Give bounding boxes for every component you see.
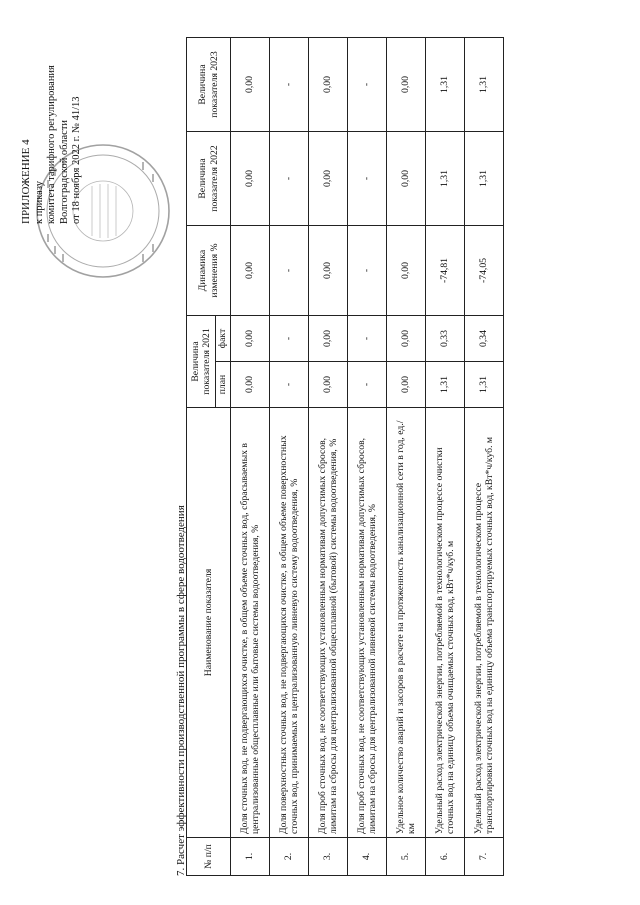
header-fact: факт bbox=[216, 315, 231, 361]
row-value-2022: 0,00 bbox=[231, 131, 270, 225]
row-plan: 1,31 bbox=[426, 362, 465, 408]
row-value-2022: 0,00 bbox=[387, 131, 426, 225]
row-fact: 0,33 bbox=[426, 315, 465, 361]
row-value-2023: 1,31 bbox=[465, 37, 504, 131]
row-value-2022: - bbox=[270, 131, 309, 225]
row-num: 7. bbox=[465, 838, 504, 876]
row-name: Удельное количество аварий и засоров в расчете на протяженность канализационной сети в год, ед./км bbox=[387, 408, 426, 838]
row-dynamics: -74,81 bbox=[426, 225, 465, 315]
row-value-2023: - bbox=[348, 37, 387, 131]
row-num: 5. bbox=[387, 838, 426, 876]
table-row bbox=[348, 37, 387, 875]
row-name: Удельный расход электрической энергии, потребляемой в технологическом процессе очистки сточных вод на единицу объема очищаемых сточных вод, кВт*ч/куб. м bbox=[426, 408, 465, 838]
table-row bbox=[231, 37, 270, 875]
row-value-2023: 0,00 bbox=[231, 37, 270, 131]
table-row bbox=[426, 37, 465, 875]
row-fact: 0,00 bbox=[231, 315, 270, 361]
row-name: Доля проб сточных вод, не соответствующих установленным нормативам допустимых сбросов, лимитам на сбросы для централизованной ливневой системы водоотведения, % bbox=[348, 408, 387, 838]
row-plan: 1,31 bbox=[465, 362, 504, 408]
row-value-2023: 0,00 bbox=[387, 37, 426, 131]
row-plan: - bbox=[270, 362, 309, 408]
row-num: 3. bbox=[309, 838, 348, 876]
header-line: Волгоградской области bbox=[58, 119, 70, 224]
appendix-header bbox=[20, 14, 84, 224]
header-line: от 18 ноября 2022 г. № 41/13 bbox=[71, 96, 82, 224]
header-value-2021: Величина показателя 2021 bbox=[187, 315, 216, 407]
appendix-title: ПРИЛОЖЕНИЕ 4 bbox=[20, 139, 32, 224]
header-value-2023: Величина показателя 2023 bbox=[187, 37, 231, 131]
section-title: 7. Расчет эффективности производственной программы в сфере водоотведения bbox=[175, 505, 187, 876]
row-dynamics: 0,00 bbox=[387, 225, 426, 315]
row-dynamics: -74,05 bbox=[465, 225, 504, 315]
header-line: к приказу bbox=[33, 181, 45, 224]
header-value-2022: Величина показателя 2022 bbox=[187, 131, 231, 225]
row-value-2023: 0,00 bbox=[309, 37, 348, 131]
row-plan: 0,00 bbox=[231, 362, 270, 408]
header-num: № п/п bbox=[187, 838, 231, 876]
row-value-2022: 1,31 bbox=[465, 131, 504, 225]
row-dynamics: 0,00 bbox=[231, 225, 270, 315]
row-name: Доля сточных вод, не подвергающихся очистке, в общем объеме сточных вод, сбрасываемых в централизованные общесплавные или бытовые системы водоотведения, % bbox=[231, 408, 270, 838]
row-value-2022: - bbox=[348, 131, 387, 225]
table-row bbox=[465, 37, 504, 875]
row-dynamics: - bbox=[270, 225, 309, 315]
row-num: 1. bbox=[231, 838, 270, 876]
row-num: 6. bbox=[426, 838, 465, 876]
document-page bbox=[14, 20, 614, 880]
row-fact: - bbox=[270, 315, 309, 361]
header-plan: план bbox=[216, 362, 231, 408]
table-row bbox=[309, 37, 348, 875]
row-value-2023: - bbox=[270, 37, 309, 131]
row-fact: 0,00 bbox=[309, 315, 348, 361]
row-num: 4. bbox=[348, 838, 387, 876]
header-name: Наименование показателя bbox=[187, 408, 231, 838]
row-value-2022: 1,31 bbox=[426, 131, 465, 225]
efficiency-table bbox=[186, 37, 504, 876]
header-line: комитета тарифного регулирования bbox=[46, 65, 57, 224]
row-name: Доля поверхностных сточных вод, не подвергающихся очистке, в общем объеме поверхностных сточных вод, принимаемых в централизованную ливневую систему водоотведения, % bbox=[270, 408, 309, 838]
row-name: Доля проб сточных вод, не соответствующих установленным нормативам допустимых сбросов, лимитам на сбросы для централизованной общесплавной (бытовой) системы водоотведения, % bbox=[309, 408, 348, 838]
table-row bbox=[387, 37, 426, 875]
row-fact: - bbox=[348, 315, 387, 361]
row-value-2023: 1,31 bbox=[426, 37, 465, 131]
table-row bbox=[270, 37, 309, 875]
row-num: 2. bbox=[270, 838, 309, 876]
row-name: Удельный расход электрической энергии, потребляемой в технологическом процессе транспортировки сточных вод на единицу объема транспортируемых сточных вод, кВт*ч/куб. м bbox=[465, 408, 504, 838]
row-fact: 0,00 bbox=[387, 315, 426, 361]
row-dynamics: - bbox=[348, 225, 387, 315]
row-plan: 0,00 bbox=[309, 362, 348, 408]
row-plan: - bbox=[348, 362, 387, 408]
row-fact: 0,34 bbox=[465, 315, 504, 361]
row-dynamics: 0,00 bbox=[309, 225, 348, 315]
header-dynamics: Динамика изменения % bbox=[187, 225, 231, 315]
row-value-2022: 0,00 bbox=[309, 131, 348, 225]
row-plan: 0,00 bbox=[387, 362, 426, 408]
